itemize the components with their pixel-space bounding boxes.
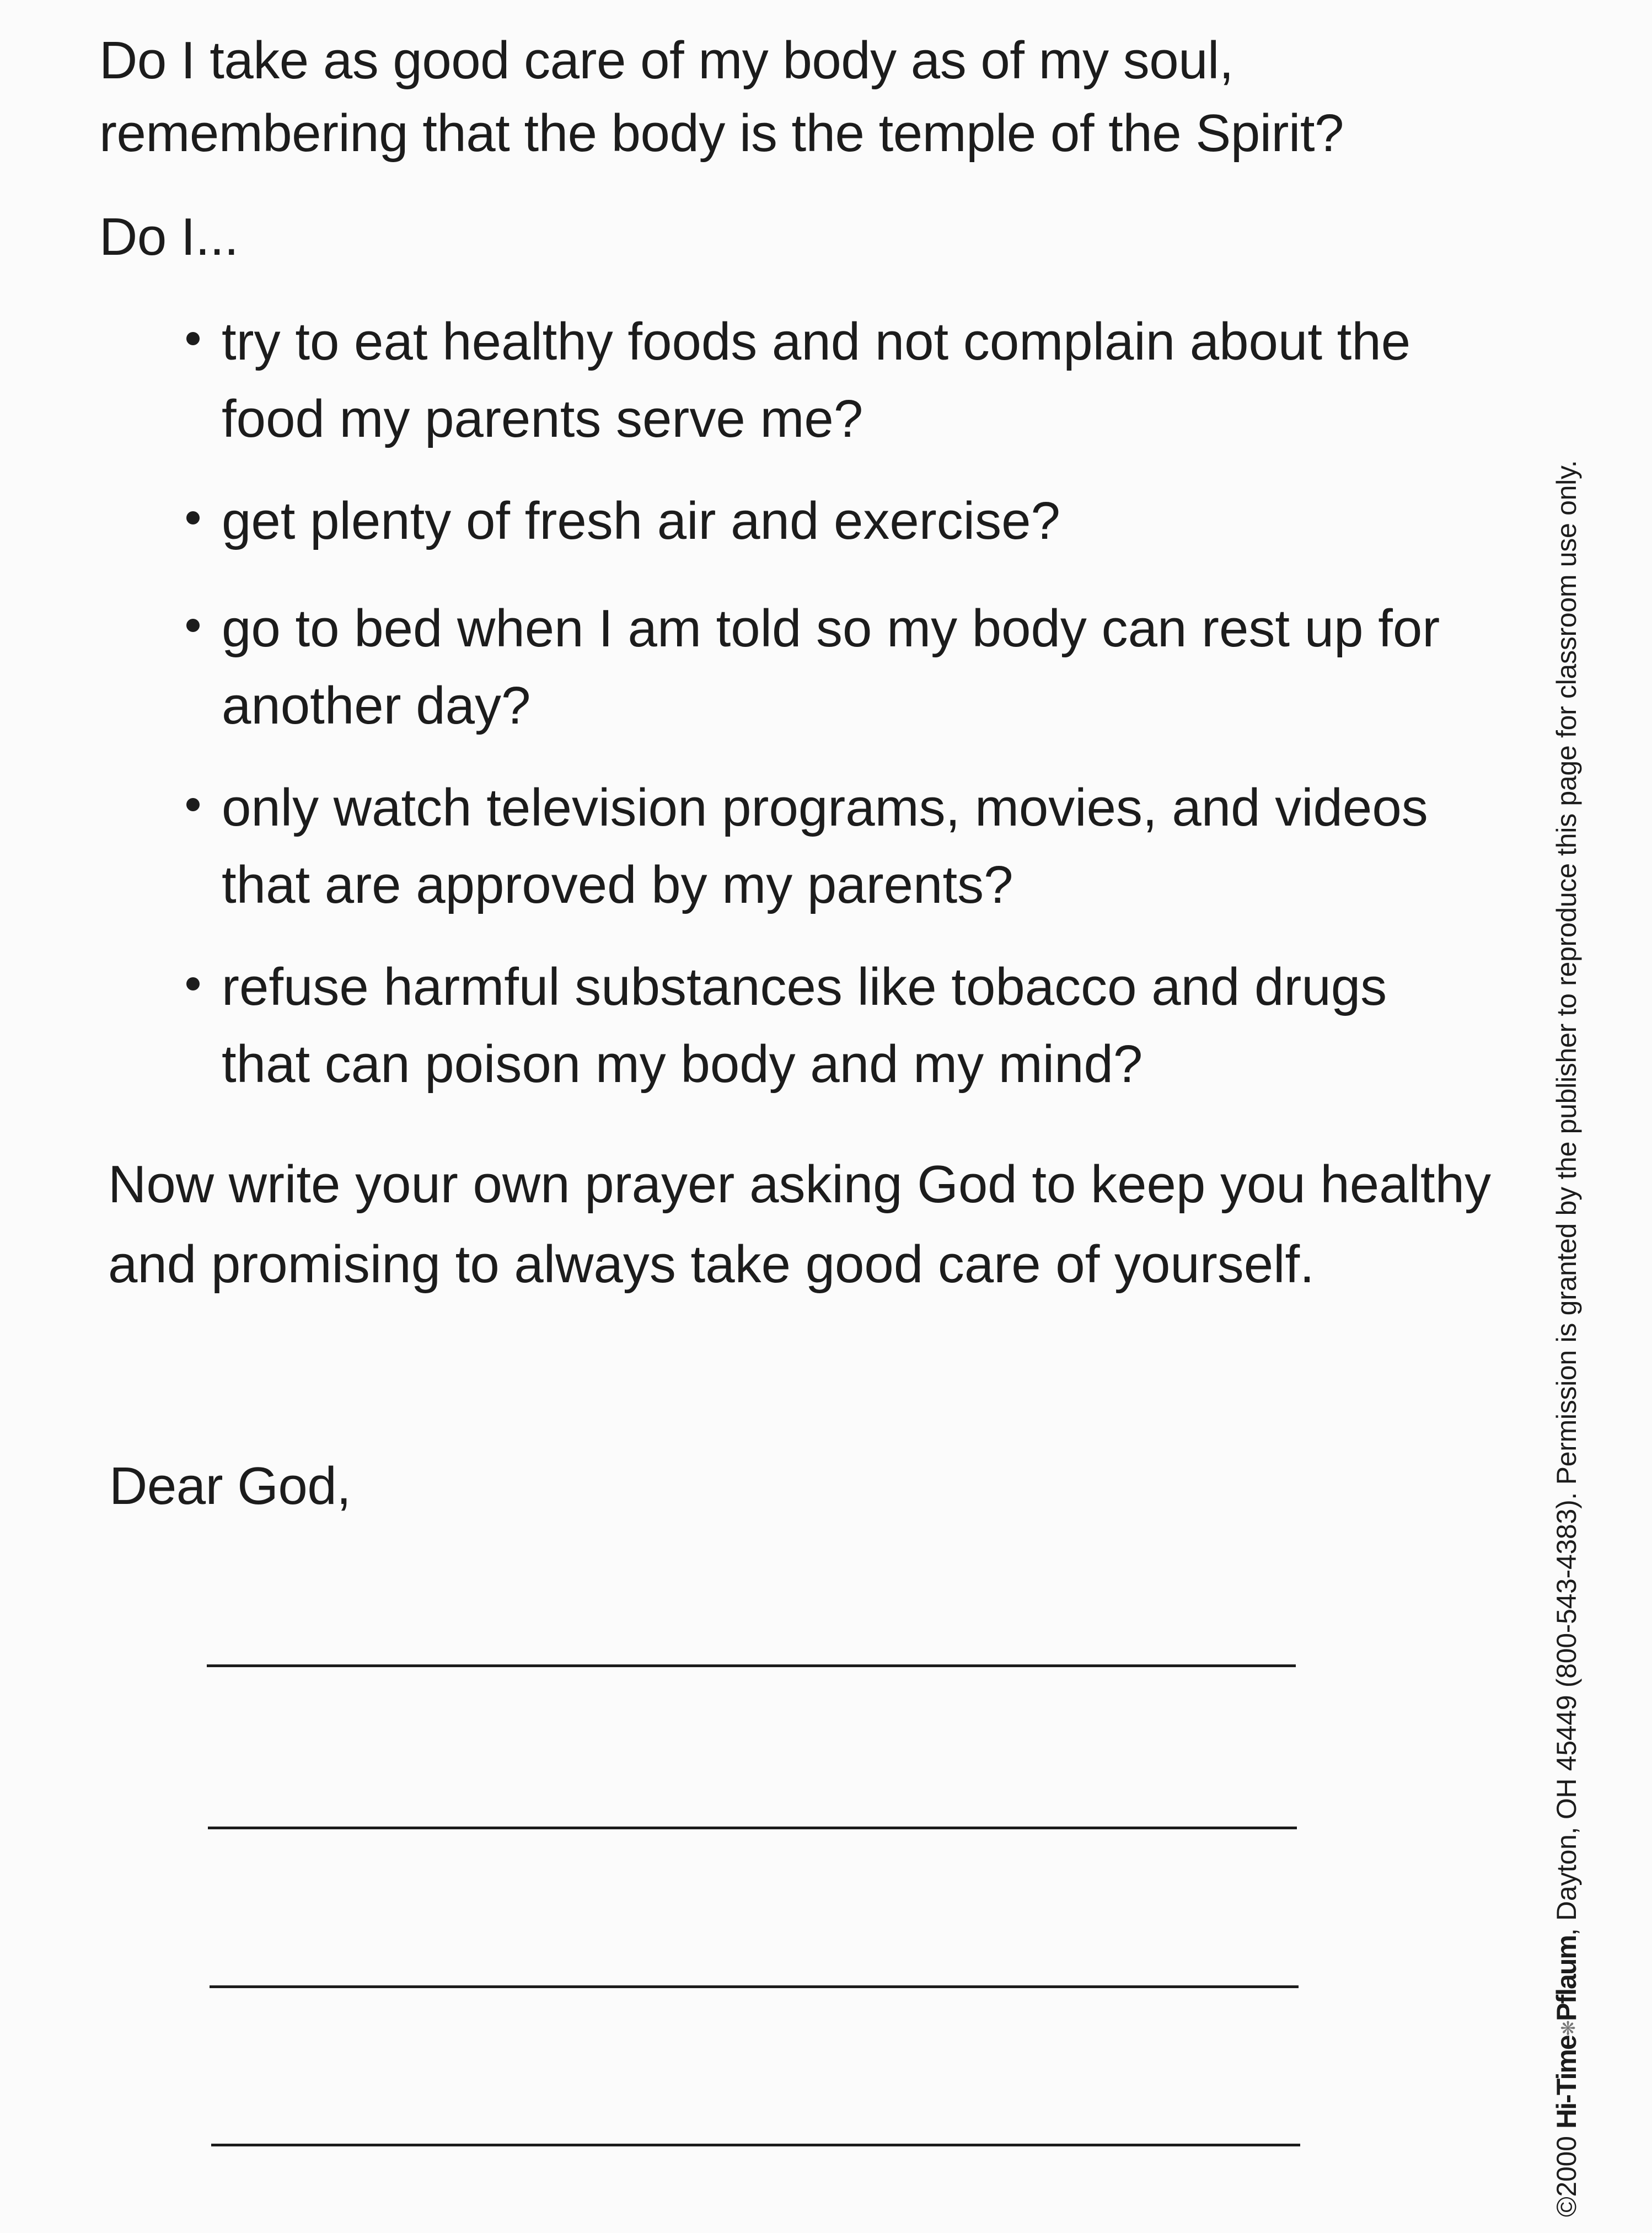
checklist-item-text: go to bed when I am told so my body can rest up for another day? (222, 599, 1440, 735)
checklist-item-text: try to eat healthy foods and not complain about the food my parents serve me? (222, 312, 1411, 448)
checklist-item-text: get plenty of fresh air and exercise? (222, 491, 1060, 550)
bullet-icon (186, 332, 200, 345)
intro-line-2: remembering that the body is the temple of the Spirit? (99, 104, 1344, 163)
writing-line[interactable] (211, 2144, 1300, 2146)
writing-line[interactable] (208, 1827, 1297, 1829)
copyright-prefix: ©2000 (1551, 2128, 1582, 2217)
checklist-item-text: only watch television programs, movies, and videos that are approved by my parents? (222, 778, 1428, 914)
checklist-item (187, 303, 1456, 458)
intro-line-1: Do I take as good care of my body as of my soul, (99, 31, 1234, 90)
bullet-icon (186, 977, 200, 990)
salutation: Dear God, (109, 1456, 351, 1516)
copyright-notice (1551, 460, 1583, 2217)
writing-line[interactable] (207, 1664, 1296, 1667)
checklist-item (187, 949, 1456, 1103)
bullet-icon (186, 511, 200, 524)
checklist-item (187, 483, 1456, 560)
do-i-heading: Do I... (99, 207, 239, 266)
checklist-item (187, 769, 1456, 924)
bullet-icon (186, 798, 200, 811)
checklist-item-text: refuse harmful substances like tobacco and drugs that can poison my body and my mind? (222, 957, 1387, 1094)
copyright-text: , Dayton, OH 45449 (800-543-4383). Permission is granted by the publisher to reproduce this page for classroom use only. (1551, 460, 1582, 1936)
logo-star-icon: ❋ (1558, 2021, 1579, 2036)
checklist-item (187, 590, 1456, 745)
bullet-icon (186, 619, 200, 632)
instruction-paragraph: Now write your own prayer asking God to keep you healthy and promising to always take good care of yourself. (108, 1155, 1491, 1294)
writing-line[interactable] (210, 1985, 1299, 1988)
publisher-logo: Hi-Time❋Pflaum (1551, 1936, 1582, 2129)
